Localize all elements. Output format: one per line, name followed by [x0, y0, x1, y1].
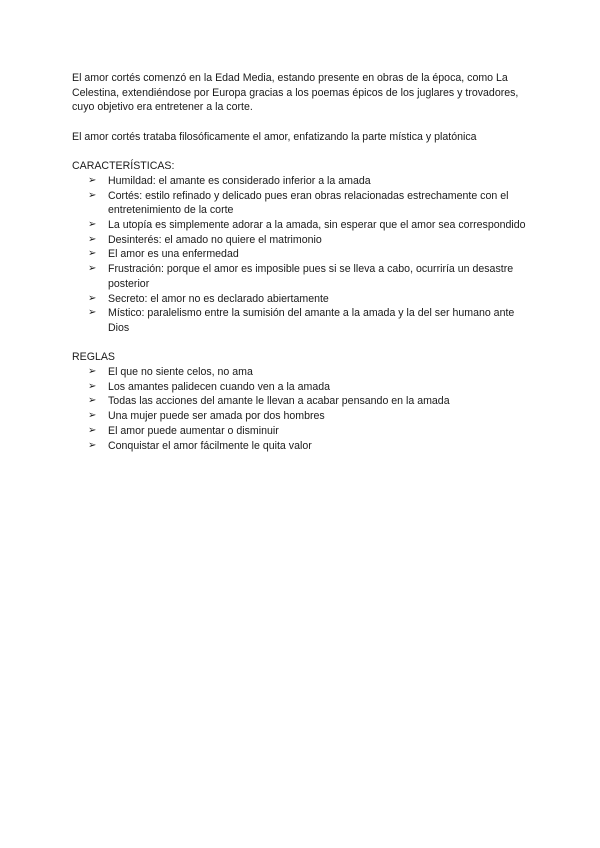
list-item-text: Frustración: porque el amor es imposible pues si se lleva a cabo, ocurriría un desastre posterior [108, 263, 514, 290]
list-item [72, 292, 532, 307]
list-item [72, 380, 532, 395]
list-item [72, 424, 532, 439]
arrow-bullet-icon: ➢ [88, 395, 97, 407]
reglas-list [72, 365, 532, 453]
list-item [72, 247, 532, 262]
caracteristicas-list [72, 174, 532, 336]
list-item-text: El amor puede aumentar o disminuir [108, 424, 279, 437]
arrow-bullet-icon: ➢ [88, 307, 97, 319]
list-item-text: Todas las acciones del amante le llevan a acabar pensando en la amada [108, 395, 450, 408]
list-item [72, 439, 532, 454]
list-item [72, 409, 532, 424]
list-item-text: Una mujer puede ser amada por dos hombres [108, 410, 325, 423]
arrow-bullet-icon: ➢ [88, 189, 97, 201]
arrow-bullet-icon: ➢ [88, 439, 97, 451]
list-item-text: Humildad: el amante es considerado inferior a la amada [108, 174, 371, 187]
list-item-text: Místico: paralelismo entre la sumisión del amante a la amada y la del ser humano ante Dios [108, 307, 515, 334]
list-item [72, 306, 532, 335]
list-item [72, 218, 532, 233]
arrow-bullet-icon: ➢ [88, 233, 97, 245]
list-item-text: La utopía es simplemente adorar a la amada, sin esperar que el amor sea correspondido [108, 219, 526, 231]
list-item-text: Conquistar el amor fácilmente le quita valor [108, 439, 312, 452]
arrow-bullet-icon: ➢ [88, 410, 97, 422]
list-item [72, 262, 532, 291]
caracteristicas-heading: CARACTERÍSTICAS: [72, 160, 175, 173]
list-item [72, 365, 532, 380]
arrow-bullet-icon: ➢ [88, 174, 97, 186]
list-item-text: Secreto: el amor no es declarado abiertamente [108, 292, 329, 305]
arrow-bullet-icon: ➢ [88, 380, 97, 392]
arrow-bullet-icon: ➢ [88, 424, 97, 436]
list-item-text: El que no siente celos, no ama [108, 366, 253, 379]
summary-paragraph: El amor cortés trataba filosóficamente el amor, enfatizando la parte mística y platónica [72, 130, 477, 143]
arrow-bullet-icon: ➢ [88, 366, 97, 378]
list-item-text: Cortés: estilo refinado y delicado pues eran obras relacionadas estrechamente con el entretenimiento de la corte [108, 189, 509, 217]
list-item [72, 174, 532, 189]
list-item-text: Desinterés: el amado no quiere el matrimonio [108, 233, 322, 246]
document-page [72, 71, 532, 468]
arrow-bullet-icon: ➢ [88, 219, 97, 230]
list-item-text: Los amantes palidecen cuando ven a la amada [108, 380, 331, 393]
list-item [72, 233, 532, 248]
list-item [72, 189, 532, 218]
intro-paragraph: El amor cortés comenzó en la Edad Media, estando presente en obras de la época, como La Celestina, extendiéndose por Europa gracias a los poemas épicos de los juglares y trovadores, cuyo objetivo era entretener a la corte. [72, 72, 519, 114]
list-item-text: El amor es una enfermedad [108, 248, 239, 261]
list-item [72, 394, 532, 409]
reglas-heading: REGLAS [72, 351, 115, 364]
arrow-bullet-icon: ➢ [88, 248, 97, 260]
arrow-bullet-icon: ➢ [88, 292, 97, 304]
arrow-bullet-icon: ➢ [88, 263, 97, 275]
